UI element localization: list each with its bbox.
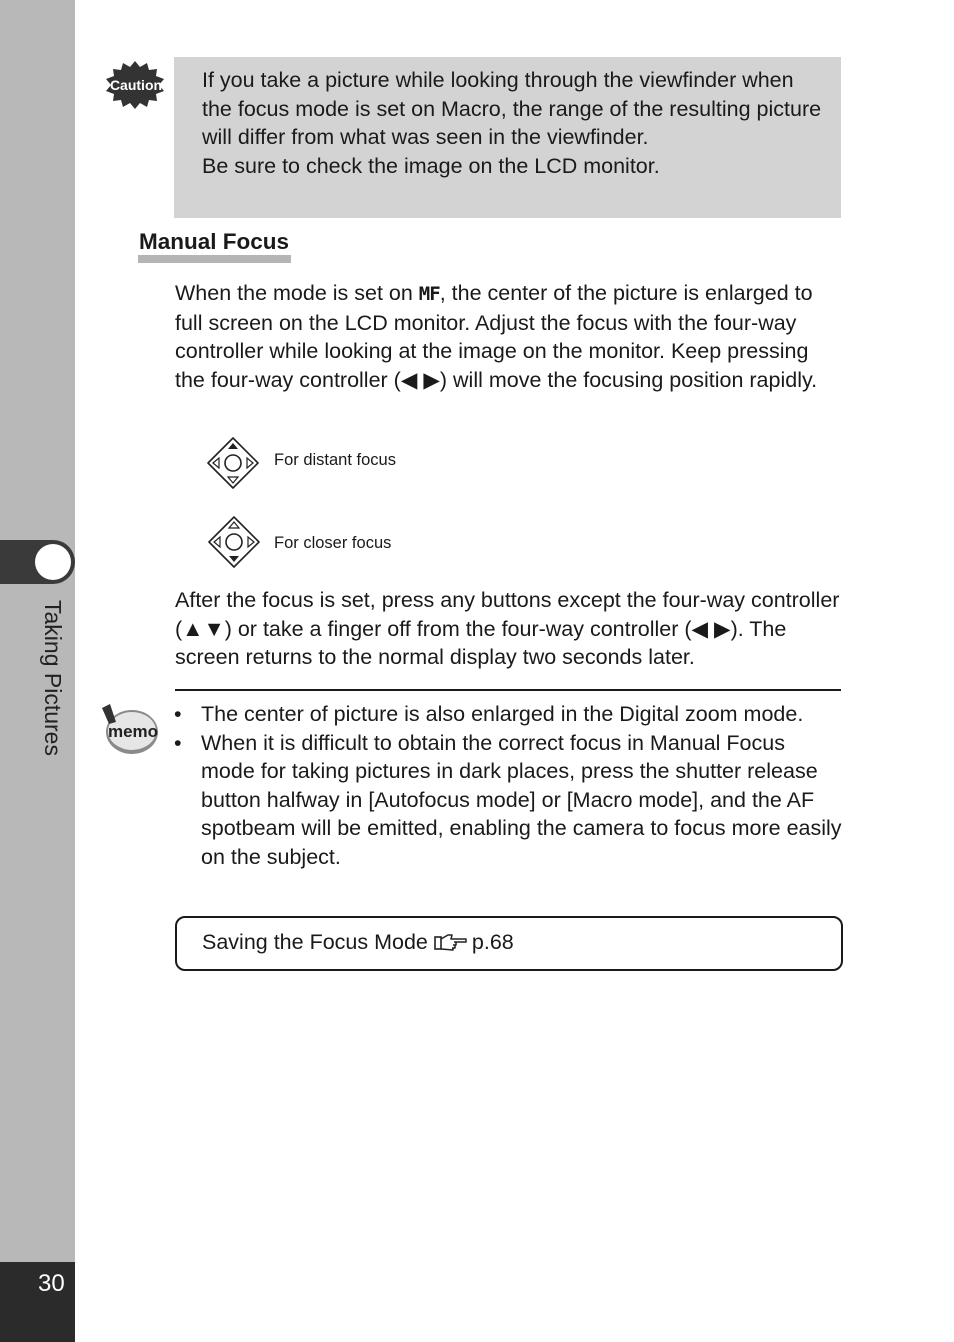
intro-paragraph — [175, 279, 841, 394]
chapter-tab — [0, 540, 75, 584]
memo-icon-text: memo — [107, 722, 159, 741]
memo-divider — [175, 689, 841, 691]
intro-text-before: When the mode is set on — [175, 281, 419, 305]
chapter-label: Taking Pictures — [40, 600, 66, 756]
reference-page-link[interactable]: p.68 — [471, 930, 514, 954]
caution-text: If you take a picture while looking through the viewfinder when the focus mode is set on Macro, the range of the resulting picture will differ from what was seen in the viewfinder. Be sure to check the image on the LCD monitor. — [202, 68, 822, 178]
reference-text: Saving the Focus Mode — [202, 930, 428, 954]
intro-text-after: , the center of the picture is enlarged to full screen on the LCD monitor. Adjust the focus with the four-way controller while looking at the image on the monitor. Keep pressing the four-way controller (◀ ▶) will move the focusing position rapidly. — [175, 281, 818, 392]
list-item: • The center of picture is also enlarged in the Digital zoom mode. — [174, 700, 844, 729]
memo-list — [174, 700, 844, 872]
pointing-hand-icon — [434, 932, 468, 952]
mf-mode-icon: MF — [418, 283, 440, 305]
chapter-tab-dot — [35, 544, 71, 580]
section-heading: Manual Focus — [138, 230, 291, 263]
four-way-controller-down-icon — [206, 514, 262, 570]
caution-box — [174, 57, 841, 218]
distant-focus-label: For distant focus — [274, 451, 396, 469]
page-number: 30 — [0, 1262, 75, 1342]
caution-icon-text: Caution — [109, 77, 163, 93]
list-item: • When it is difficult to obtain the correct focus in Manual Focus mode for taking pictures in dark places, press the shutter release button halfway in [Autofocus mode] or [Macro mode], and the AF spotbeam will be emitted, enabling the camera to focus more easily on the subject. — [174, 729, 844, 872]
caution-icon — [104, 60, 166, 110]
memo-icon — [96, 702, 162, 758]
closer-focus-label: For closer focus — [274, 534, 392, 552]
four-way-controller-up-icon — [205, 435, 261, 491]
after-focus-paragraph: After the focus is set, press any buttons except the four-way controller (▲▼) or take a finger off from the four-way controller (◀ ▶). The screen returns to the normal display two seconds later. — [175, 588, 840, 670]
reference-line — [202, 930, 514, 955]
reference-box — [175, 916, 843, 971]
